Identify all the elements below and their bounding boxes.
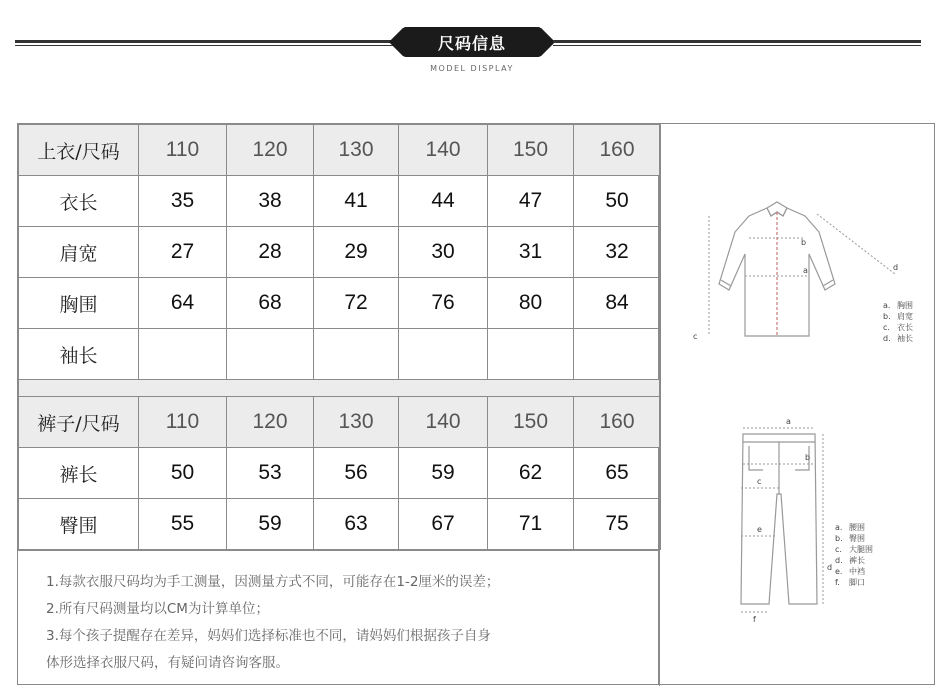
tops-table-label: 上衣/尺码 <box>19 125 139 176</box>
table-row <box>19 448 661 499</box>
value-cell: 63 <box>314 499 399 550</box>
shirt-marker-c: c <box>693 332 698 341</box>
shirt-outline <box>719 202 835 336</box>
pants-marker-e: e <box>757 525 762 534</box>
table-row <box>19 329 661 380</box>
size-notes <box>17 547 659 685</box>
value-cell: 35 <box>139 176 227 227</box>
pants-legend-key: a. <box>835 523 843 532</box>
shirt-legend-key: a. <box>883 301 891 310</box>
size-cell: 140 <box>399 125 488 176</box>
note-line: 2.所有尺码测量均以CM为计算单位； <box>46 601 269 617</box>
note-line: 1.每款衣服尺码均为手工测量，因测量方式不同，可能存在1-2厘米的误差； <box>46 574 500 590</box>
pants-marker-d: d <box>827 563 833 572</box>
shirt-measure-lines <box>709 214 895 336</box>
pants-legend-label: 臀围 <box>849 534 865 543</box>
value-cell: 28 <box>227 227 314 278</box>
pants-marker-b: b <box>805 453 811 462</box>
shirt-marker-d: d <box>893 263 899 272</box>
value-cell <box>488 329 574 380</box>
row-label: 袖长 <box>19 329 139 380</box>
value-cell: 64 <box>139 278 227 329</box>
size-cell: 150 <box>488 397 574 448</box>
size-cell: 120 <box>227 397 314 448</box>
row-label: 裤长 <box>19 448 139 499</box>
shirt-marker-b: b <box>801 238 807 247</box>
pants-measure-lines <box>741 428 823 612</box>
value-cell: 68 <box>227 278 314 329</box>
value-cell <box>314 329 399 380</box>
size-cell: 160 <box>574 125 661 176</box>
value-cell: 32 <box>574 227 661 278</box>
shirt-legend-label: 袖长 <box>897 334 913 343</box>
value-cell: 55 <box>139 499 227 550</box>
row-label: 肩宽 <box>19 227 139 278</box>
table-row <box>19 499 661 550</box>
size-chart <box>17 123 659 551</box>
size-cell: 130 <box>314 397 399 448</box>
row-label: 臀围 <box>19 499 139 550</box>
table-separator <box>19 380 661 397</box>
pants-legend <box>835 523 873 587</box>
note-line: 3.每个孩子提醒存在差异，妈妈们选择标准也不同，请妈妈们根据孩子自身 <box>46 628 491 644</box>
value-cell: 47 <box>488 176 574 227</box>
shirt-diagram <box>659 124 935 404</box>
pants-legend-key: d. <box>835 556 843 565</box>
value-cell <box>139 329 227 380</box>
tops-size-header-row <box>19 125 661 176</box>
pants-marker-c: c <box>757 477 762 486</box>
value-cell: 29 <box>314 227 399 278</box>
size-cell: 110 <box>139 125 227 176</box>
shirt-legend-key: d. <box>883 334 891 343</box>
pants-marker-a: a <box>786 417 791 426</box>
size-table <box>18 124 661 550</box>
shirt-legend-key: c. <box>883 323 890 332</box>
measurement-diagram-panel <box>659 123 935 685</box>
value-cell: 56 <box>314 448 399 499</box>
pants-diagram <box>659 404 935 686</box>
section-subtitle: MODEL DISPLAY <box>430 64 514 73</box>
table-row <box>19 278 661 329</box>
shirt-legend-label: 胸围 <box>897 301 913 310</box>
pants-legend-label: 大腿围 <box>849 545 873 554</box>
pants-marker-f: f <box>753 615 756 624</box>
size-cell: 160 <box>574 397 661 448</box>
row-label: 衣长 <box>19 176 139 227</box>
value-cell: 30 <box>399 227 488 278</box>
value-cell: 67 <box>399 499 488 550</box>
value-cell: 59 <box>227 499 314 550</box>
value-cell: 50 <box>139 448 227 499</box>
pants-legend-label: 中裆 <box>849 567 865 576</box>
value-cell: 75 <box>574 499 661 550</box>
shirt-marker-a: a <box>803 266 808 275</box>
pants-table-label: 裤子/尺码 <box>19 397 139 448</box>
shirt-legend-key: b. <box>883 312 891 321</box>
pants-legend-label: 腰围 <box>849 523 865 532</box>
value-cell: 27 <box>139 227 227 278</box>
shirt-legend-label: 肩宽 <box>897 312 913 321</box>
shirt-legend-label: 衣长 <box>897 323 913 332</box>
pants-size-header-row <box>19 397 661 448</box>
header-rule-left <box>15 40 393 46</box>
value-cell: 59 <box>399 448 488 499</box>
shirt-legend <box>883 301 913 343</box>
value-cell: 31 <box>488 227 574 278</box>
value-cell <box>574 329 661 380</box>
pants-legend-key: e. <box>835 567 843 576</box>
value-cell: 38 <box>227 176 314 227</box>
pants-legend-key: b. <box>835 534 843 543</box>
value-cell: 62 <box>488 448 574 499</box>
table-row <box>19 227 661 278</box>
value-cell: 50 <box>574 176 661 227</box>
pants-legend-label: 脚口 <box>849 578 865 587</box>
section-title-badge <box>402 27 542 57</box>
value-cell: 41 <box>314 176 399 227</box>
value-cell: 53 <box>227 448 314 499</box>
value-cell: 72 <box>314 278 399 329</box>
pants-legend-key: c. <box>835 545 842 554</box>
size-cell: 110 <box>139 397 227 448</box>
value-cell: 76 <box>399 278 488 329</box>
pants-legend-label: 裤长 <box>849 556 865 565</box>
value-cell <box>399 329 488 380</box>
value-cell: 80 <box>488 278 574 329</box>
section-title: 尺码信息 <box>437 33 506 53</box>
header-rule-right <box>553 40 921 46</box>
value-cell: 65 <box>574 448 661 499</box>
row-label: 胸围 <box>19 278 139 329</box>
size-cell: 150 <box>488 125 574 176</box>
value-cell <box>227 329 314 380</box>
value-cell: 84 <box>574 278 661 329</box>
value-cell: 71 <box>488 499 574 550</box>
size-cell: 140 <box>399 397 488 448</box>
value-cell: 44 <box>399 176 488 227</box>
pants-legend-key: f. <box>835 578 840 587</box>
note-line: 体形选择衣服尺码，有疑问请咨询客服。 <box>46 655 289 671</box>
size-cell: 130 <box>314 125 399 176</box>
table-row <box>19 176 661 227</box>
size-cell: 120 <box>227 125 314 176</box>
